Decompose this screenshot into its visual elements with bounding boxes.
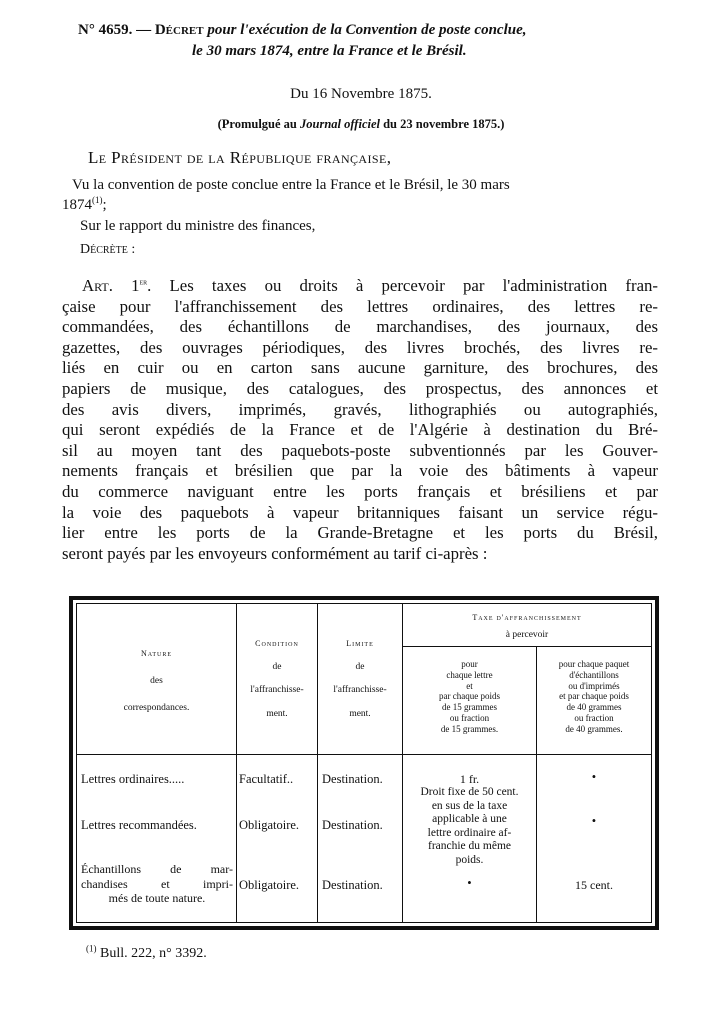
vu-footnote-mark: (1) [92,195,103,205]
table-row-3-per-letter: • [467,876,472,890]
decree-title-line-1 [78,22,527,39]
president-heading: Le Président de la République française, [88,148,392,167]
tariff-table-inner [76,603,652,923]
col-divider [402,604,403,922]
decree-number: N° 4659. [78,22,133,38]
footnote-text: Bull. 222, n° 3392. [100,946,207,961]
article-line: çaise pour l'affranchissement des lettres ordinaires, des lettres re- [62,296,658,316]
head-condition: Condition de l'affranchisse- ment. [250,639,304,719]
head-limite: Limite de l'affranchisse- ment. [333,639,387,719]
vu-end: ; [102,197,107,213]
tariff-table [69,596,659,930]
decree-title-line-2: le 30 mars 1874, entre la France et le Brésil. [192,43,467,59]
article-1 [62,276,658,564]
decret-word: Décret [154,22,204,38]
article-line: qui seront expédiés de la France et de l'Algérie à destination du Bré- [62,420,658,440]
table-row-2-per-packet: • [591,814,597,828]
article-line: liés en cuir ou en carton sans aucune garniture, des brochures, des [62,358,658,378]
article-line: nements français et brésilien que par la voie des bâtiments à vapeur [62,461,658,481]
article-line: la voie des paquebots à vapeur britanniques faisant un service régu- [62,502,658,522]
head-per-packet: pour chaque paquet d'échantillons ou d'imprimés et par chaque poids de 40 grammes ou fraction de 40 grammes. [558,659,630,734]
table-row-1-nature: Lettres ordinaires..... [81,772,185,786]
footnote [86,943,207,962]
promulgation-note [0,117,722,132]
article-line: lier entre les ports de la Grande-Bretagne et les ports du Brésil, [62,523,658,543]
table-row-2-limite: Destination. [322,818,383,832]
promulgation-prefix: (Promulgué au [217,117,297,131]
table-row-1-per-letter: 1 fr. [459,772,480,786]
title-line-1-rest: pour l'exécution de la Convention de poste conclue, [207,22,527,38]
head-per-letter: pour chaque lettre et par chaque poids de 15 grammes ou fraction de 15 grammes. [439,659,500,734]
table-row-1-per-packet: • [591,770,597,784]
article-line: seront payés par les envoyeurs conformément au tarif ci-après : [62,543,488,563]
promulgation-suffix: du 23 novembre 1875.) [383,117,505,131]
promulgation-journal: Journal officiel [300,117,380,131]
article-label: Art. 1er. [82,276,152,295]
table-row-1-limite: Destination. [322,772,383,786]
head-nature: Nature des correspondances. [123,649,190,713]
article-line: Art. 1er. Les taxes ou droits à percevoir par l'administration fran- [82,276,658,295]
sur-rapport: Sur le rapport du ministre des finances, [80,218,316,234]
article-line: sil au moyen tant des paquebots-poste subventionnés par les Gouver- [62,440,658,460]
decrete-heading: Décrète : [80,242,136,257]
table-row-3-condition: Obligatoire. [239,878,300,892]
decree-date: Du 16 Novembre 1875. [290,86,432,102]
table-row-1-condition: Facultatif.. [239,772,294,786]
footnote-mark: (1) [86,943,97,954]
taxe-divider [403,646,651,647]
vu-line-2 [62,197,107,214]
table-row-2-nature: Lettres recommandées. [81,818,197,832]
table-row-2-per-letter: Droit fixe de 50 cent. en sus de la taxe applicable à une lettre ordinaire af- franchie du même poids. [420,786,519,866]
table-row-3-limite: Destination. [322,878,383,892]
table-row-2-condition: Obligatoire. [239,818,300,832]
table-row-3-per-packet: 15 cent. [575,878,613,892]
header-divider [77,754,651,755]
head-taxe: Taxe d'affranchissement à percevoir [472,613,582,640]
article-line: du commerce naviguant entre les ports français et brésiliens et par [62,481,658,501]
article-line: papiers de musique, des catalogues, des prospectus, des annonces et [62,378,658,398]
vu-year: 1874 [62,197,92,213]
article-line: gazettes, des ouvrages périodiques, des livres brochés, des livres re- [62,337,658,357]
article-line: commandées, des échantillons de marchandises, des journaux, des [62,317,658,337]
vu-line-1: Vu la convention de poste conclue entre la France et le Brésil, le 30 mars [72,177,510,193]
article-line: des avis divers, imprimés, gravés, lithographiés ou autographiés, [62,399,658,419]
table-row-3-nature: Échantillons de mar- chandises et impri- més de toute nature. [81,862,233,906]
title-dash: — [136,22,152,38]
